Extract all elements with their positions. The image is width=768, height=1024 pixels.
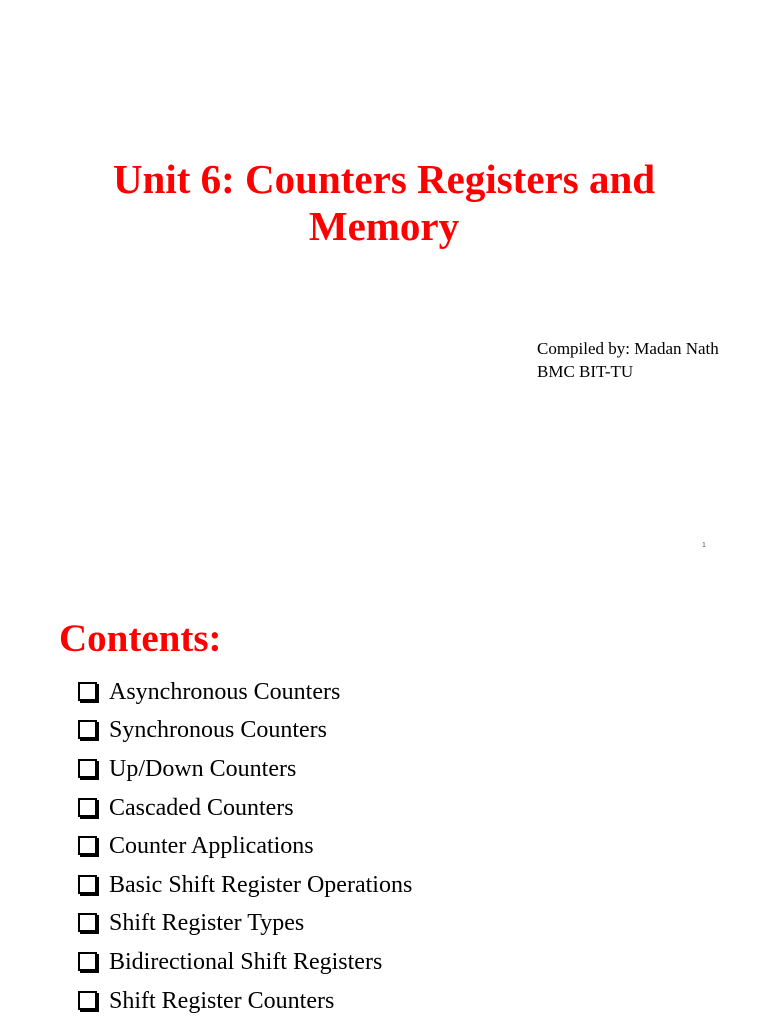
list-item-label: Counter Applications (109, 833, 314, 860)
square-bullet-icon (78, 682, 97, 701)
square-bullet-icon (78, 798, 97, 817)
list-item-label: Synchronous Counters (109, 717, 327, 744)
square-bullet-icon (78, 875, 97, 894)
list-item (78, 943, 412, 982)
contents-list (78, 673, 412, 1020)
square-bullet-icon (78, 836, 97, 855)
square-bullet-icon (78, 720, 97, 739)
square-bullet-icon (78, 913, 97, 932)
slide-title: Unit 6: Counters Registers and Memory (112, 156, 656, 249)
square-bullet-icon (78, 991, 97, 1010)
list-item (78, 673, 412, 712)
list-item (78, 712, 412, 751)
square-bullet-icon (78, 759, 97, 778)
author-block (537, 337, 719, 383)
list-item (78, 866, 412, 905)
contents-slide (0, 576, 768, 1024)
list-item-label: Bidirectional Shift Registers (109, 948, 383, 975)
institution-text: BMC BIT-TU (537, 362, 634, 381)
list-item-label: Shift Register Counters (109, 987, 335, 1014)
square-bullet-icon (78, 952, 97, 971)
compiled-by-text: Compiled by: Madan Nath (537, 339, 719, 358)
list-item-label: Asynchronous Counters (109, 678, 341, 705)
page-number: 1 (702, 542, 706, 549)
list-item-label: Basic Shift Register Operations (109, 871, 413, 898)
list-item-label: Up/Down Counters (109, 755, 297, 782)
list-item-label: Shift Register Types (109, 910, 305, 937)
list-item (78, 789, 412, 828)
list-item-label: Cascaded Counters (109, 794, 294, 821)
list-item (78, 905, 412, 944)
list-item (78, 750, 412, 789)
list-item (78, 982, 412, 1021)
list-item (78, 827, 412, 866)
contents-heading: Contents: (59, 617, 222, 660)
